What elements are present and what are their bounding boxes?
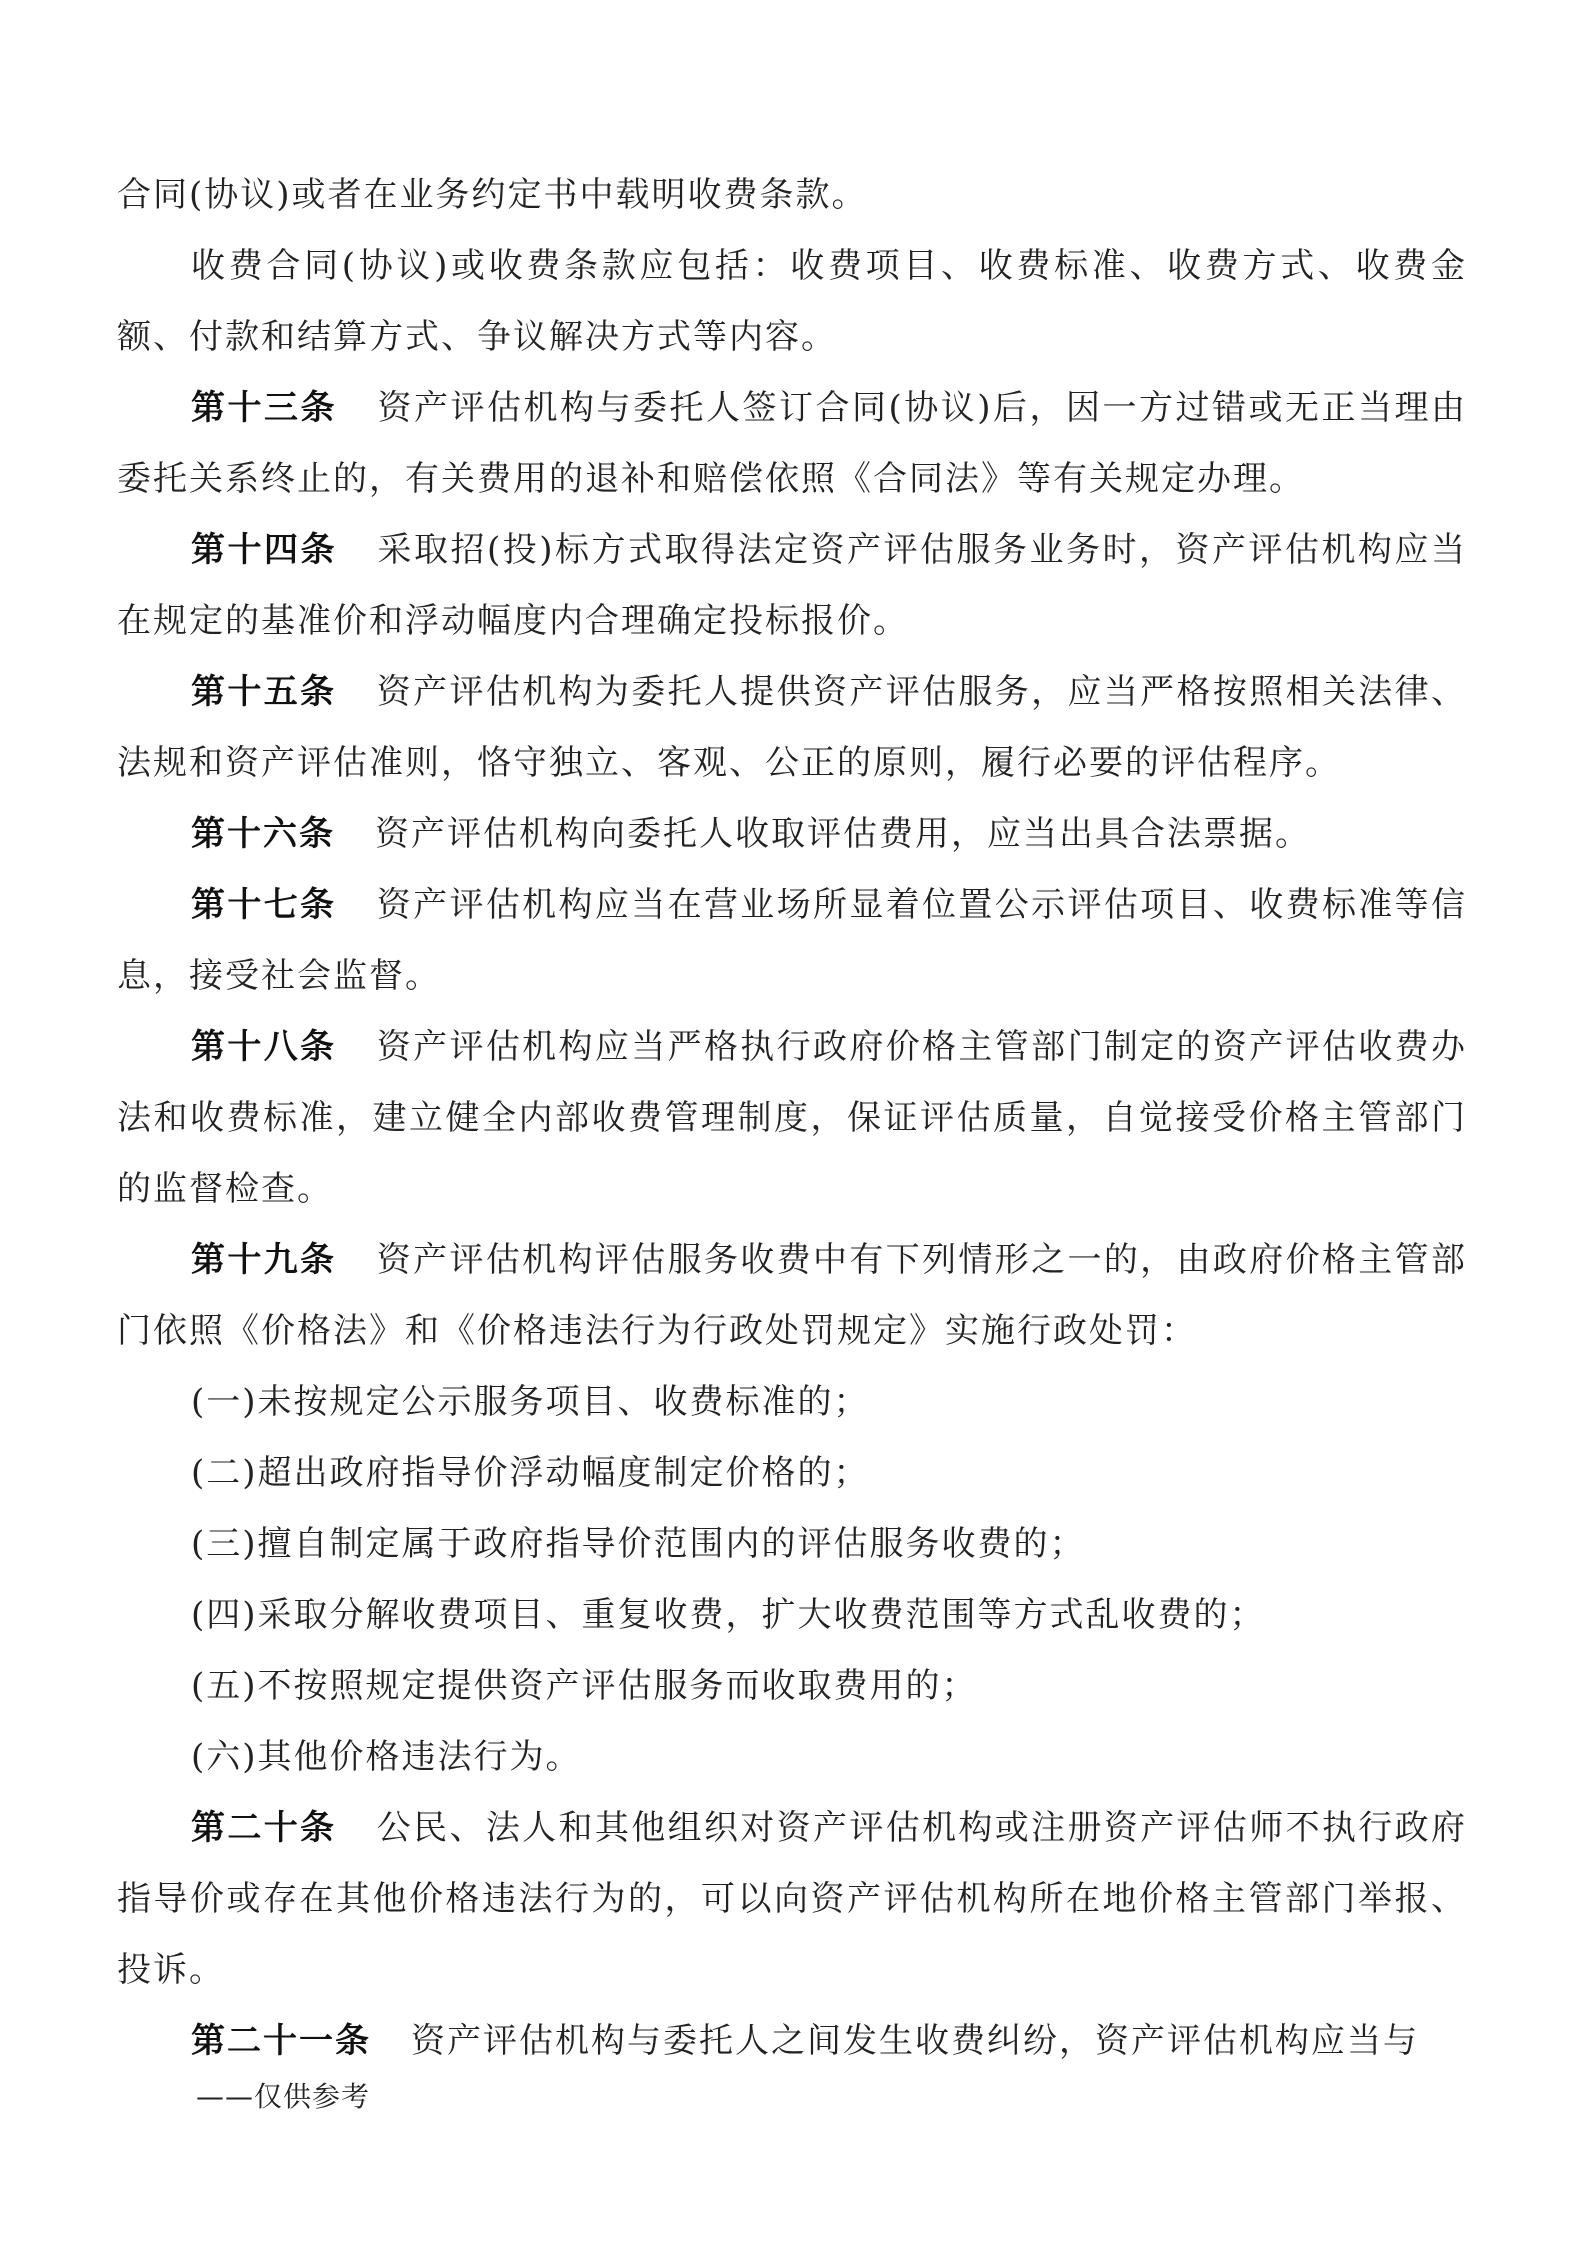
paragraph-text: 收费合同(协议)或收费条款应包括：收费项目、收费标准、收费方式、收费金额、付款和结算方式、争议解决方式等内容。 [117,246,1467,357]
document-body [117,160,1467,2077]
paragraph [117,160,1467,231]
article-title: 第十五条 [191,672,337,712]
list-item [117,1509,1467,1580]
paragraph-text: 资产评估机构为委托人提供资产评估服务，应当严格按照相关法律、法规和资产评估准则，恪守独立、客观、公正的原则，履行必要的评估程序。 [117,672,1468,783]
article-paragraph [117,657,1467,799]
paragraph-text: (四)采取分解收费项目、重复收费，扩大收费范围等方式乱收费的； [191,1595,1266,1635]
list-item [117,1367,1467,1438]
list-item [117,1580,1467,1651]
article-title: 第十四条 [191,530,337,570]
article-title: 第十六条 [191,814,335,854]
paragraph-text: (六)其他价格违法行为。 [191,1737,582,1777]
article-title: 第十九条 [191,1240,337,1280]
article-title: 第十八条 [191,1027,337,1067]
list-item [117,1651,1467,1722]
paragraph-text: 资产评估机构与委托人之间发生收费纠纷，资产评估机构应当与 [411,2021,1419,2061]
article-paragraph [117,1793,1467,2006]
article-paragraph [117,799,1467,870]
paragraph-text: (五)不按照规定提供资产评估服务而收取费用的； [191,1666,978,1706]
paragraph-text: 资产评估机构应当严格执行政府价格主管部门制定的资产评估收费办法和收费标准，建立健全内部收费管理制度，保证评估质量，自觉接受价格主管部门的监督检查。 [117,1027,1468,1209]
paragraph-text: (三)擅自制定属于政府指导价范围内的评估服务收费的； [191,1524,1086,1564]
paragraph-text: 采取招(投)标方式取得法定资产评估服务业务时，资产评估机构应当在规定的基准价和浮动幅度内合理确定投标报价。 [117,530,1467,641]
paragraph-text: 资产评估机构与委托人签订合同(协议)后，因一方过错或无正当理由委托关系终止的，有关费用的退补和赔偿依照《合同法》等有关规定办理。 [117,388,1467,499]
article-title: 第十三条 [191,388,337,428]
article-paragraph [117,2006,1467,2077]
article-paragraph [117,515,1467,657]
article-title: 第十七条 [191,885,337,925]
paragraph-text: 资产评估机构应当在营业场所显着位置公示评估项目、收费标准等信息，接受社会监督。 [117,885,1468,996]
article-paragraph [117,870,1467,1012]
paragraph-text: 资产评估机构向委托人收取评估费用，应当出具合法票据。 [375,814,1311,854]
paragraph-text: 合同(协议)或者在业务约定书中载明收费条款。 [117,175,868,215]
list-item [117,1438,1467,1509]
article-title: 第二十条 [191,1808,337,1848]
article-paragraph [117,1012,1467,1225]
paragraph-text: (二)超出政府指导价浮动幅度制定价格的； [191,1453,870,1493]
paragraph [117,231,1467,373]
paragraph-text: 资产评估机构评估服务收费中有下列情形之一的，由政府价格主管部门依照《价格法》和《价格违法行为行政处罚规定》实施行政处罚： [117,1240,1468,1351]
list-item [117,1722,1467,1793]
article-paragraph [117,373,1467,515]
paragraph-text: (一)未按规定公示服务项目、收费标准的； [191,1382,870,1422]
footer-note: ——仅供参考 [196,2080,371,2113]
article-paragraph [117,1225,1467,1367]
article-title: 第二十一条 [191,2021,371,2061]
paragraph-text: 公民、法人和其他组织对资产评估机构或注册资产评估师不执行政府指导价或存在其他价格违法行为的，可以向资产评估机构所在地价格主管部门举报、投诉。 [117,1808,1468,1990]
